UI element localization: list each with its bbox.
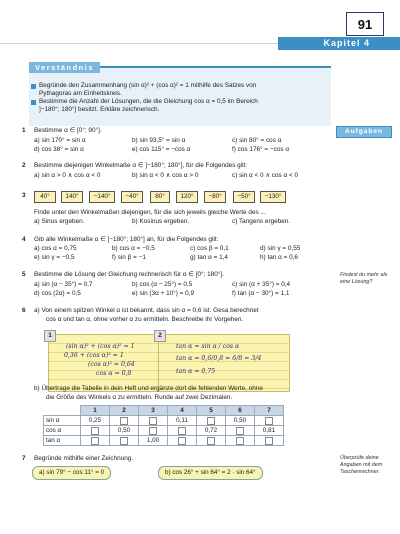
table-row <box>44 426 284 436</box>
task-part: f) tan (α − 30°) = 1,1 <box>232 290 290 297</box>
empty-box-icon <box>178 427 186 435</box>
table-cell: 0,25 <box>81 416 110 426</box>
task-part: f) sin β = −1 <box>112 254 146 261</box>
table-cell <box>197 436 226 446</box>
task-part: d) cos (2α) = 0,5 <box>34 290 81 297</box>
angle-card: −80° <box>204 191 226 203</box>
table-cell <box>110 436 139 446</box>
sheet-number: 2 <box>154 330 166 342</box>
empty-box-icon <box>149 427 157 435</box>
angle-card: −50° <box>233 191 255 203</box>
task-text: Bestimme α ∈ [0°; 90°]. <box>34 127 102 134</box>
task-number: 5 <box>22 271 26 278</box>
table-header: 1 <box>81 406 110 416</box>
table-cell <box>81 436 110 446</box>
empty-box-icon <box>207 417 215 425</box>
table-cell <box>81 426 110 436</box>
task-part: g) tan α = 1,4 <box>190 254 228 261</box>
row-label: cos α <box>44 426 81 436</box>
empty-box-icon <box>91 437 99 445</box>
table-cell <box>139 426 168 436</box>
task-number: 7 <box>22 455 26 462</box>
table-cell: 0,50 <box>226 416 255 426</box>
handwritten-line: tan α = sin α / cos α <box>176 343 240 350</box>
handwritten-line: tan α = 0,75 <box>176 368 216 375</box>
table-cell: 0,11 <box>168 416 197 426</box>
values-table <box>43 405 284 446</box>
task-text: b) Übertrage die Tabelle in dein Heft und ergänze dort die fehlenden Werte, ohne <box>34 385 263 392</box>
task-part: d) cos 38° = sin α <box>34 146 84 153</box>
handwritten-line: (cos α)² = 0,64 <box>88 361 135 368</box>
empty-box-icon <box>236 427 244 435</box>
angle-card: 140° <box>61 191 83 203</box>
table-cell <box>226 436 255 446</box>
page-number: 91 <box>346 12 384 36</box>
task-text: die Größe des Winkels α zu ermitteln. Runde auf zwei Dezimalen. <box>46 394 233 401</box>
table-cell <box>226 426 255 436</box>
empty-box-icon <box>265 437 273 445</box>
task-part: f) cos 176° = −cos α <box>232 146 290 153</box>
angle-card: 40° <box>34 191 56 203</box>
task-text: Begründe mithilfe einer Zeichnung. <box>34 455 134 462</box>
task-part: a) sin α > 0 ∧ cos α < 0 <box>34 172 101 179</box>
task-part: b) sin α < 0 ∧ cos α > 0 <box>132 172 199 179</box>
top-band <box>0 0 400 12</box>
verstaendnis-title: Verständnis <box>29 62 100 73</box>
task-text: Bestimme die Lösung der Gleichung rechnerisch für α ∈ [0°; 180°]. <box>34 271 224 278</box>
task-text: Finde unter den Winkelmaßen diejenigen, für die sich jeweils gleiche Werte des ... <box>34 209 266 216</box>
table-cell: 0,81 <box>255 426 284 436</box>
empty-box-icon <box>236 437 244 445</box>
table-header: 4 <box>168 406 197 416</box>
table-header: 5 <box>197 406 226 416</box>
empty-box-icon <box>149 417 157 425</box>
bullet-square-icon <box>31 84 36 89</box>
task-part: a) cos α = 0,75 <box>34 245 77 252</box>
task-part: a) Sinus ergeben. <box>34 218 85 225</box>
sheet-number: 1 <box>44 330 56 342</box>
table-corner <box>44 406 81 416</box>
task-part: d) sin γ = 0,55 <box>260 245 301 252</box>
row-label: tan α <box>44 436 81 446</box>
table-cell <box>139 416 168 426</box>
task-number: 4 <box>22 236 26 243</box>
verstaendnis-item-2: Bestimme die Anzahl der Lösungen, die die Gleichung cos α = 0,5 im Bereich <box>39 98 258 105</box>
task-part: b) sin 93,5° = sin α <box>132 137 186 144</box>
verstaendnis-item-1b: Pythagoras am Einheitskreis. <box>39 90 122 97</box>
angle-card: −130° <box>260 191 286 203</box>
aufgaben-label: Aufgaben <box>336 126 392 138</box>
empty-box-icon <box>178 437 186 445</box>
task-text: cos α und tan α, ohne vorher α zu ermitteln. Beschreibe ihr Vorgehen. <box>46 316 244 323</box>
table-header: 6 <box>226 406 255 416</box>
verstaendnis-item-1: Begründe den Zusammenhang (sin α)² + (cos α)² = 1 mithilfe des Satzes von <box>39 82 257 89</box>
task-part: a) sin 170° = sin α <box>34 137 86 144</box>
task-part: b) cos (α − 25°) = 0,5 <box>132 281 193 288</box>
angle-card: −140° <box>89 191 115 203</box>
angle-card: −40° <box>121 191 143 203</box>
task-part: e) sin (3α + 10°) = 0,9 <box>132 290 195 297</box>
handwritten-line: 0,36 + (cos α)² = 1 <box>64 352 124 359</box>
handwritten-line: (sin α)² + (cos α)² = 1 <box>66 343 135 350</box>
chapter-rule <box>0 43 278 44</box>
table-row <box>44 416 284 426</box>
task-part: c) sin α < 0 ∧ cos α < 0 <box>232 172 299 179</box>
empty-box-icon <box>91 427 99 435</box>
task-part: b) Kosinus ergeben. <box>132 218 190 225</box>
table-cell: 0,50 <box>110 426 139 436</box>
task-part: c) Tangens ergeben. <box>232 218 291 225</box>
table-cell <box>255 436 284 446</box>
angle-card: 120° <box>176 191 198 203</box>
table-header: 3 <box>139 406 168 416</box>
task-part: e) cos 115° = −cos α <box>132 146 191 153</box>
bullet-square-icon <box>31 100 36 105</box>
task-text: Bestimme diejenigen Winkelmaße α ∈ ]−180°; 180°], für die Folgendes gilt: <box>34 162 248 169</box>
task-text: a) Von einem spitzen Winkel α ist bekannt, dass sin α = 0,6 ist. Gesa berechnet <box>34 307 259 314</box>
verstaendnis-item-2b: ]−180°; 180°] besitzt. Erkläre zeichnerisch. <box>39 106 160 113</box>
task-number: 2 <box>22 162 26 169</box>
task-number: 1 <box>22 127 26 134</box>
task-part: b) cos α = −0,5 <box>112 245 155 252</box>
empty-box-icon <box>120 417 128 425</box>
task-part: c) sin 80° = cos α <box>232 137 282 144</box>
task-7b-card: b) cos 26° + sin 64° = 2 · sin 64° <box>158 466 263 480</box>
table-cell <box>110 416 139 426</box>
handwritten-line: tan α = 0,6/0,8 = 6/8 = 3/4 <box>176 355 262 362</box>
table-cell: 0,72 <box>197 426 226 436</box>
empty-box-icon <box>120 437 128 445</box>
table-cell <box>168 436 197 446</box>
table-cell <box>255 416 284 426</box>
task-7a-card: a) sin 79° − cos 11° = 0 <box>32 466 111 480</box>
empty-box-icon <box>265 417 273 425</box>
chapter-label: Kapitel 4 <box>278 37 400 50</box>
task-part: c) cos β = 0,1 <box>190 245 229 252</box>
task-part: c) sin (α + 35°) = 0,4 <box>232 281 291 288</box>
task-text: Gib alle Winkelmaße α ∈ ]−180°; 180°] an, für die Folgendes gilt: <box>34 236 219 243</box>
task-number: 6 <box>22 307 26 314</box>
table-cell <box>168 426 197 436</box>
handwritten-line: cos α = 0,8 <box>96 370 132 377</box>
task-part: h) tan α = 0,6 <box>260 254 298 261</box>
task-part: e) sin γ = −0,5 <box>34 254 75 261</box>
task-part: a) sin (α − 35°) = 0,7 <box>34 281 93 288</box>
table-cell <box>197 416 226 426</box>
row-label: sin α <box>44 416 81 426</box>
table-row <box>44 436 284 446</box>
angle-card: 80° <box>150 191 170 203</box>
margin-note: Überprüfe deine Angaben mit dem Taschenrechner. <box>340 455 383 475</box>
margin-note: Findest du mehr als eine Lösung? <box>340 272 388 285</box>
empty-box-icon <box>207 437 215 445</box>
table-header: 7 <box>255 406 284 416</box>
table-header: 2 <box>110 406 139 416</box>
table-cell: 1,00 <box>139 436 168 446</box>
task-number: 3 <box>22 192 26 199</box>
